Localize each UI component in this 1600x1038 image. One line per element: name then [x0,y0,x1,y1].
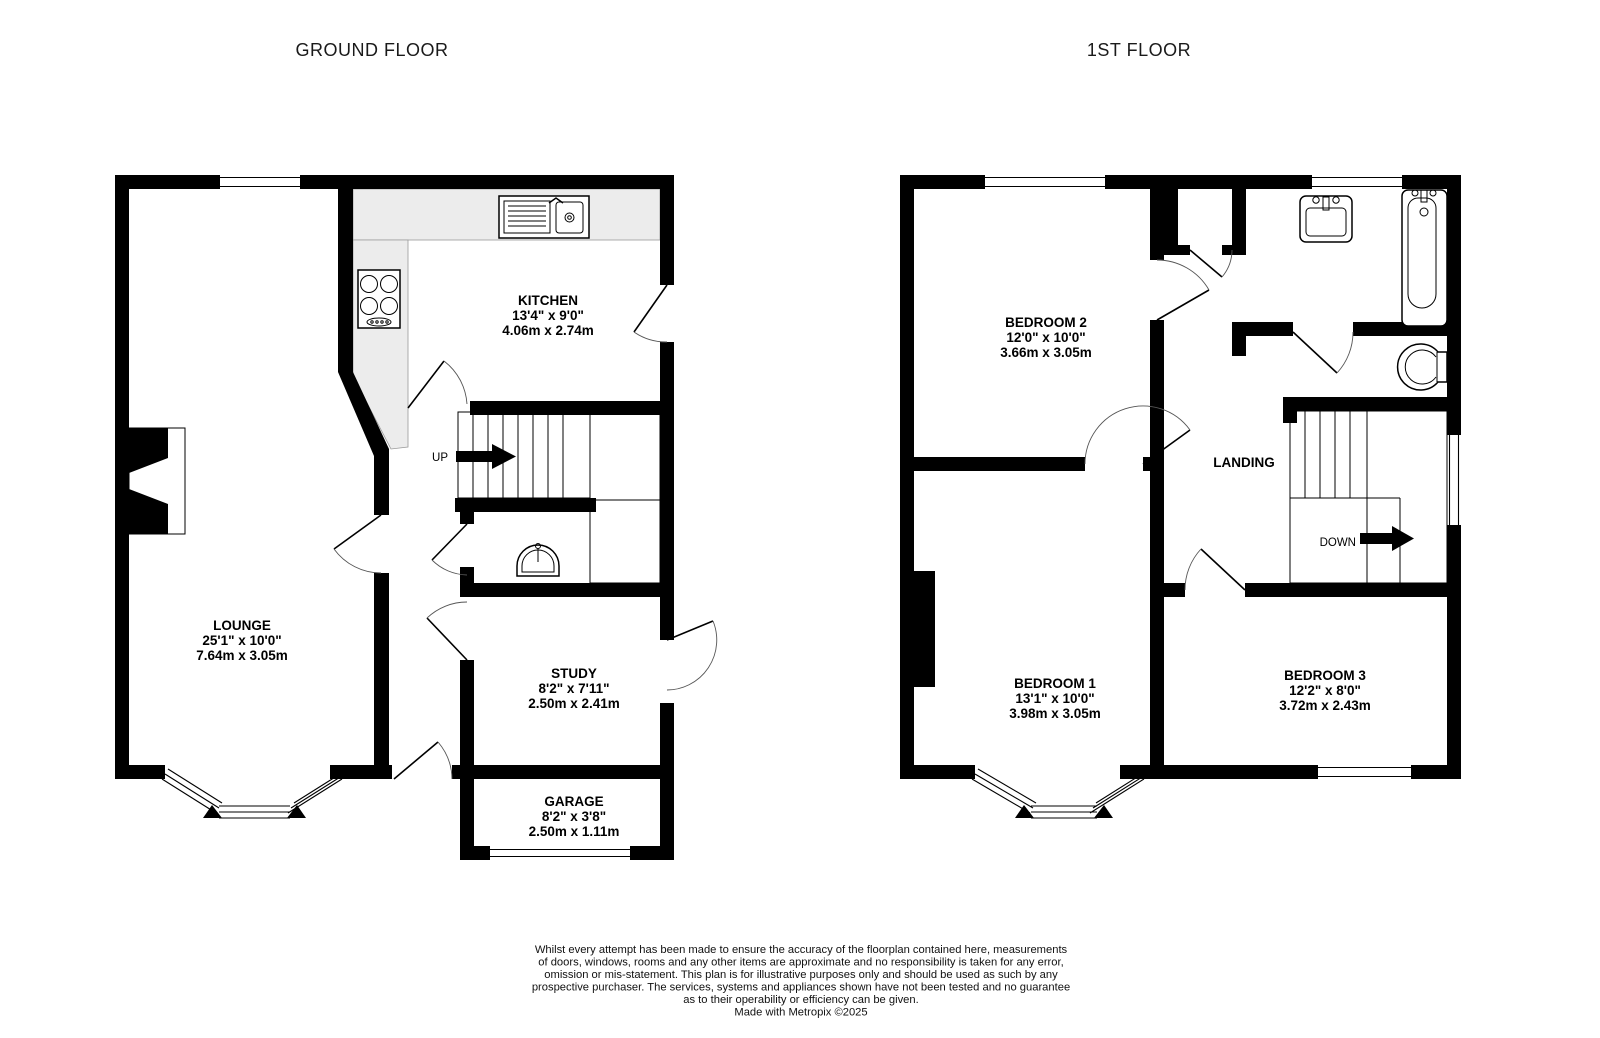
bathroom-door [1293,332,1353,373]
bedroom2-door [1157,260,1209,320]
study-imperial: 8'2" x 7'11" [538,681,610,696]
landing-label: LANDING [1213,455,1275,470]
toilet-icon [517,544,559,577]
bedroom1-door [1085,406,1190,464]
basin-icon [1300,196,1352,242]
lounge-imperial: 25'1" x 10'0" [202,633,282,648]
garage-metric: 2.50m x 1.11m [528,824,620,839]
bedroom2-metric: 3.66m x 3.05m [1000,345,1092,360]
bedroom1-label: BEDROOM 1 [1014,676,1096,691]
bedroom3-metric: 3.72m x 2.43m [1279,698,1371,713]
up-label: UP [432,452,448,464]
disclaimer-line: Whilst every attempt has been made to ensure the accuracy of the floorplan contained here, measurements [534,944,1068,956]
footer-disclaimer [532,944,1070,1019]
disclaimer-line: omission or mis-statement. This plan is for illustrative purposes only and should be used as such by any [544,969,1058,981]
lounge-top-window [220,178,300,187]
lounge-chimney-breast [129,428,185,534]
bedroom3-imperial: 12'2" x 8'0" [1289,683,1361,698]
kitchen-metric: 4.06m x 2.74m [502,323,594,338]
first-floor-walls [900,175,1461,779]
down-arrow-icon [1360,526,1414,551]
ground-floor-plan [115,175,717,860]
bedroom2-imperial: 12'0" x 10'0" [1006,330,1086,345]
hob-icon [358,270,400,328]
disclaimer-line: prospective purchaser. The services, systems and appliances shown have not been tested and no guarantee [531,981,1071,994]
ground-floor-title: GROUND FLOOR [295,40,449,60]
down-label: DOWN [1319,537,1356,549]
kitchen-door [408,361,467,408]
front-door [394,742,452,779]
bathtub-icon [1402,190,1447,326]
up-arrow-icon [456,444,516,469]
bathroom-window [1312,178,1402,187]
bedroom1-metric: 3.98m x 3.05m [1009,706,1101,721]
study-label: STUDY [551,666,597,681]
kitchen-back-door [634,285,667,342]
bedroom3-window [1318,768,1411,777]
disclaimer-line: of doors, windows, rooms and any other items are approximate and no responsibility is taken for any error, [538,956,1064,969]
first-floor-plan [900,175,1461,818]
understair-cupboard [590,412,660,583]
bedroom2-window [985,178,1105,187]
kitchen-imperial: 13'4" x 9'0" [512,308,584,323]
lounge-door [334,515,381,573]
bedroom1-chimney-breast [914,571,935,687]
lounge-metric: 7.64m x 3.05m [196,648,288,663]
lounge-bay-window [162,769,348,818]
garage-label: GARAGE [544,794,604,809]
bedroom3-door [1185,549,1245,590]
kitchen-sink-icon [499,196,589,238]
garage-door [490,850,630,857]
disclaimer-line: as to their operability or efficiency can be given. [683,994,919,1006]
landing-window [1450,435,1459,525]
lounge-label: LOUNGE [213,618,271,633]
study-back-door [667,621,717,690]
stairs-down [1290,411,1447,583]
first-floor-title: 1ST FLOOR [1086,40,1192,60]
kitchen-label: KITCHEN [518,293,578,308]
first-floor-labels [1000,315,1371,721]
bedroom1-imperial: 13'1" x 10'0" [1015,691,1095,706]
study-metric: 2.50m x 2.41m [528,696,620,711]
toilet-icon-first-floor [1398,344,1447,390]
study-door [427,602,467,660]
garage-imperial: 8'2" x 3'8" [541,809,607,824]
made-with-credit: Made with Metropix ©2025 [734,1006,868,1019]
bedroom2-label: BEDROOM 2 [1005,315,1087,330]
bedroom3-label: BEDROOM 3 [1284,668,1366,683]
